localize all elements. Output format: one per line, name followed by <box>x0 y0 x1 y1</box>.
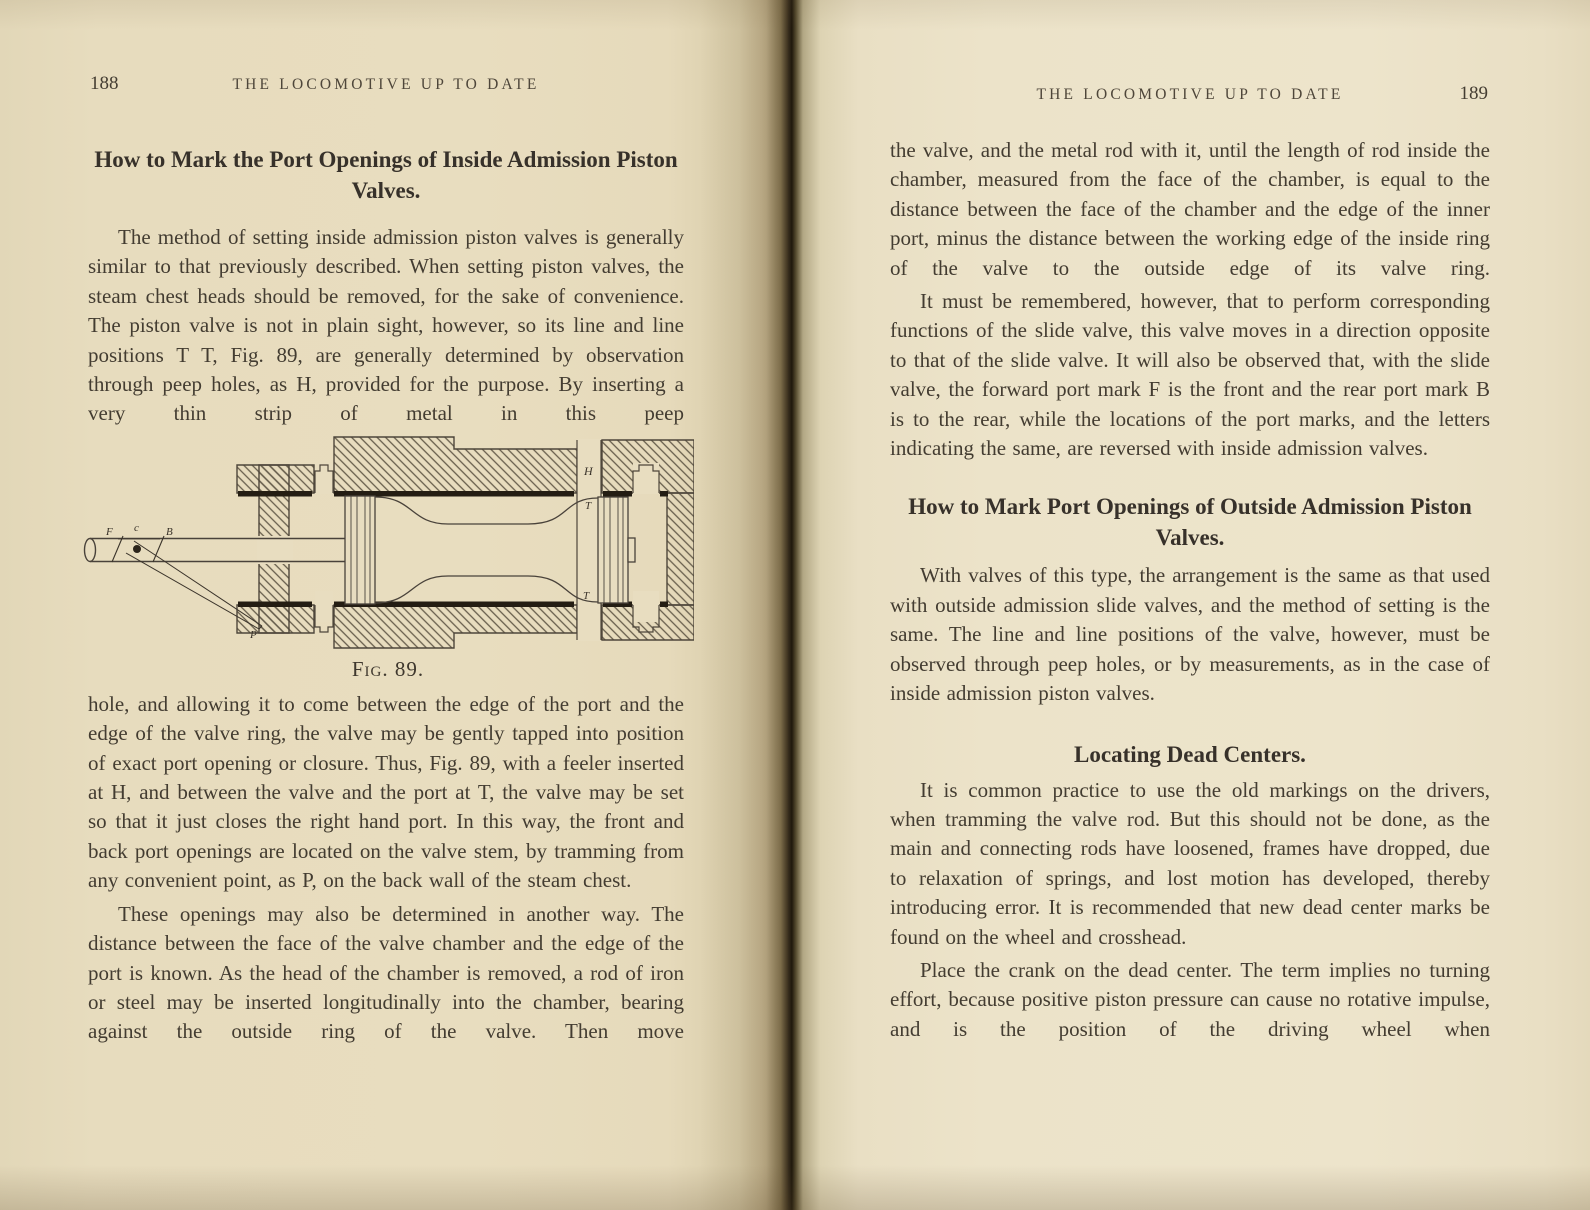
right-section-heading-2: Locating Dead Centers. <box>1074 741 1306 767</box>
left-paragraph-2: hole, and allowing it to come between the edge of the port and the edge of the valve ring, the valve may be gently tapped into position of exact port opening or closure. Thus, Fig. 89, with a feeler inserted at H, and between the valve and the port at T, the valve may be set so that it just closes the right hand port. In this way, the front and back port openings are located on the valve stem, by tramming from any convenient point, as P, on the back wall of the steam chest. <box>88 691 684 893</box>
right-paragraph-3: With valves of this type, the arrangement is the same as that used with outside admission slide valves, and the method of setting is the same. The line and line positions of the valve, however, must be observed through peep holes, or by measurements, as in the case of inside admission piston valves. <box>890 563 1490 706</box>
gutter-shadow <box>700 0 788 1210</box>
left-paragraph-1: The method of setting inside admission piston valves is generally similar to that previously described. When setting piston valves, the steam chest heads should be removed, for the sake of convenience. The piston valve is not in plain sight, however, so its line and line positions T T, Fig. 89, are generally determined by observation through peep holes, as H, provided for the purpose. By inserting a very thin strip of metal in this peep <box>88 225 684 426</box>
label-center-mark: c <box>134 521 139 534</box>
left-running-header: THE LOCOMOTIVE UP TO DATE <box>232 76 540 93</box>
right-running-header: THE LOCOMOTIVE UP TO DATE <box>1036 86 1344 103</box>
right-paragraph-2: It must be remembered, however, that to perform corresponding functions of the slide valve, this valve moves in a direction opposite to that of the slide valve. It will also be observed that, with the slide valve, the forward port mark F is the front and the rear port mark B is to the rear, while the locations of the port marks, and the letters indicating the same, are reversed with inside admission valves. <box>890 289 1490 461</box>
right-page <box>890 83 1490 1044</box>
left-paragraph-3: These openings may also be determined in another way. The distance between the face of the valve chamber and the edge of the port is known. As the head of the chamber is removed, a rod of iron or steel may be inserted longitudinally into the chamber, bearing against the outside ring of the valve. Then move <box>88 901 684 1044</box>
label-back-mark: B <box>166 525 173 538</box>
figure-caption: Fig. 89. <box>351 656 425 681</box>
label-peep-hole: H <box>584 463 593 478</box>
label-front-mark: F <box>106 525 113 538</box>
right-paragraph-4: It is common practice to use the old markings on the drivers, when tramming the valve rod. But this should not be done, as the main and connecting rods have loosened, frames have dropped, due to relaxation of springs, and lost motion has developed, thereby introducing error. It is recommended that new dead center marks be found on the wheel and crosshead. <box>890 777 1490 949</box>
left-section-heading: How to Mark the Port Openings of Inside Admission Piston Valves. <box>94 147 678 203</box>
right-paragraph-1: the valve, and the metal rod with it, until the length of rod inside the chamber, measured from the face of the chamber, is equal to the distance between the face of the chamber and the edge of the inner port, minus the distance between the working edge of the inside ring of the valve to the outside edge of its valve ring. <box>890 138 1490 280</box>
right-page-header <box>890 83 1490 112</box>
left-page-number: 188 <box>90 73 119 94</box>
figure-89 <box>82 435 694 682</box>
right-section-heading-1: How to Mark Port Openings of Outside Admission Piston Valves. <box>908 494 1472 551</box>
left-page-header <box>88 73 684 102</box>
valve-stem <box>85 536 348 564</box>
piston-valve-diagram <box>82 435 694 650</box>
left-page <box>88 73 684 1047</box>
label-tram-point: P <box>250 628 257 641</box>
tram-marks <box>112 536 164 562</box>
right-page-number: 189 <box>1459 83 1488 104</box>
label-port-bottom: T <box>583 589 590 602</box>
right-paragraph-5: Place the crank on the dead center. The term implies no turning effort, because positive piston pressure can cause no rotative impulse, and is the position of the driving wheel when <box>890 957 1490 1041</box>
label-port-top: T <box>585 499 592 512</box>
